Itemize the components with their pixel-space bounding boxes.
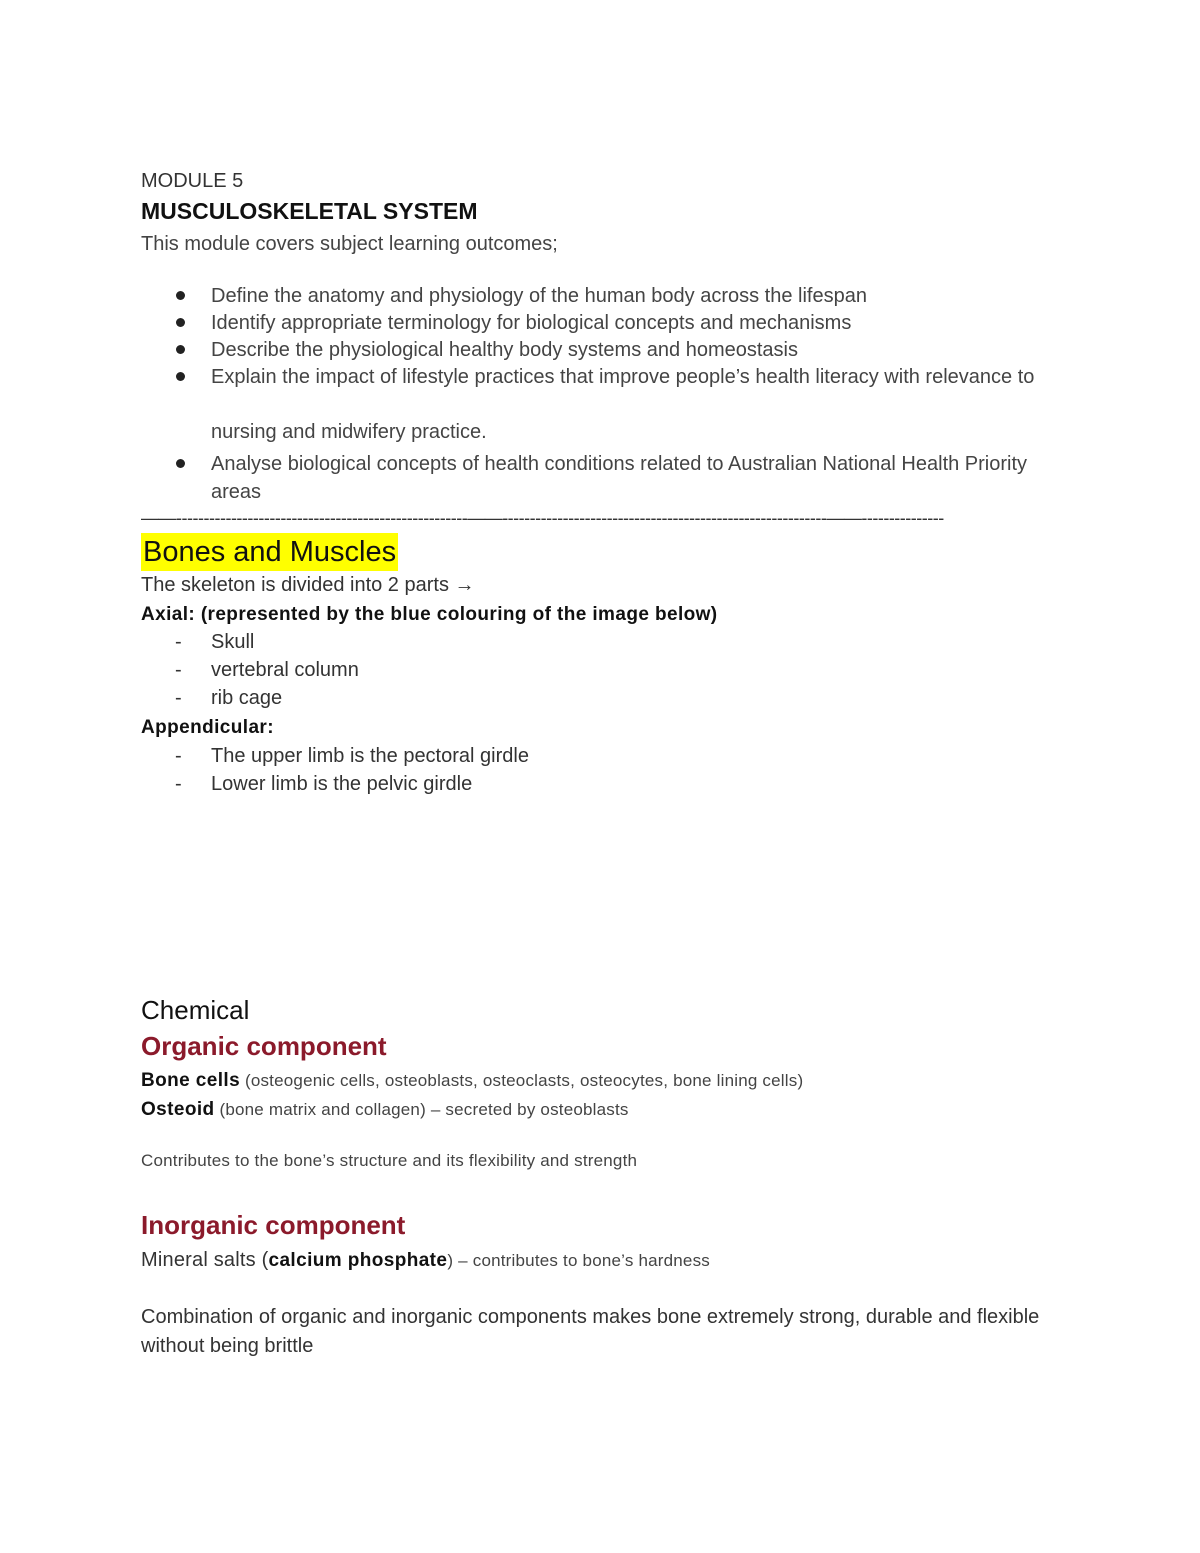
outcome-text: Describe the physiological healthy body systems and homeostasis — [211, 339, 798, 361]
axial-item: rib cage — [211, 687, 283, 709]
bone-cells-line — [141, 1070, 803, 1092]
outcome-text: Identify appropriate terminology for biological concepts and mechanisms — [211, 312, 852, 334]
axial-item: Skull — [211, 631, 255, 653]
outcome-text: Analyse biological concepts of health conditions related to Australian National Health Priority areas — [211, 453, 1028, 503]
osteoid-text: (bone matrix and collagen) – secreted by osteoblasts — [214, 1100, 629, 1119]
dash-marker: - — [175, 631, 182, 653]
section-divider: ——-----------------------------------------------------——-----------------------------------------------------------——--------------- — [141, 508, 944, 528]
appendicular-item: Lower limb is the pelvic girdle — [211, 773, 473, 795]
bone-cells-text: (osteogenic cells, osteoblasts, osteoclasts, osteocytes, bone lining cells) — [240, 1071, 804, 1090]
appendicular-item: The upper limb is the pectoral girdle — [211, 745, 529, 767]
dash-marker: - — [175, 745, 182, 767]
mineral-bold: calcium phosphate — [268, 1250, 448, 1271]
bullet-icon — [176, 291, 185, 300]
appendicular-label: Appendicular: — [141, 717, 274, 738]
contributes-text: Contributes to the bone’s structure and its flexibility and strength — [141, 1151, 638, 1170]
outcome-text: nursing and midwifery practice. — [211, 421, 487, 443]
dash-marker: - — [175, 687, 182, 709]
bone-cells-label: Bone cells — [141, 1070, 241, 1091]
outcome-text: Define the anatomy and physiology of the human body across the lifespan — [211, 285, 867, 307]
axial-item: vertebral column — [211, 659, 359, 681]
bullet-icon — [176, 345, 185, 354]
bullet-icon — [176, 372, 185, 381]
mineral-suffix: ) – contributes to bone’s hardness — [447, 1251, 710, 1270]
dash-marker: - — [175, 659, 182, 681]
mineral-prefix: Mineral salts ( — [141, 1249, 269, 1271]
mineral-line — [141, 1249, 710, 1272]
module-label: MODULE 5 — [141, 170, 244, 192]
bullet-icon — [176, 318, 185, 327]
intro-text: This module covers subject learning outcomes; — [141, 233, 558, 255]
dash-marker: - — [175, 773, 182, 795]
organic-heading: Organic component — [141, 1031, 387, 1061]
osteoid-line — [141, 1099, 629, 1121]
bullet-icon — [176, 459, 185, 468]
osteoid-label: Osteoid — [141, 1099, 215, 1120]
chemical-heading: Chemical — [141, 995, 250, 1025]
combination-paragraph: Combination of organic and inorganic components makes bone extremely strong, durable and flexible without being brittle — [141, 1306, 1040, 1357]
inorganic-heading: Inorganic component — [141, 1210, 406, 1240]
module-title: MUSCULOSKELETAL SYSTEM — [141, 198, 478, 224]
section-heading: Bones and Muscles — [141, 533, 398, 571]
skeleton-intro: The skeleton is divided into 2 parts → — [141, 574, 475, 596]
axial-label: Axial: (represented by the blue colouring of the image below) — [141, 604, 718, 625]
outcome-text: Explain the impact of lifestyle practices that improve people’s health literacy with relevance to — [211, 366, 1035, 388]
